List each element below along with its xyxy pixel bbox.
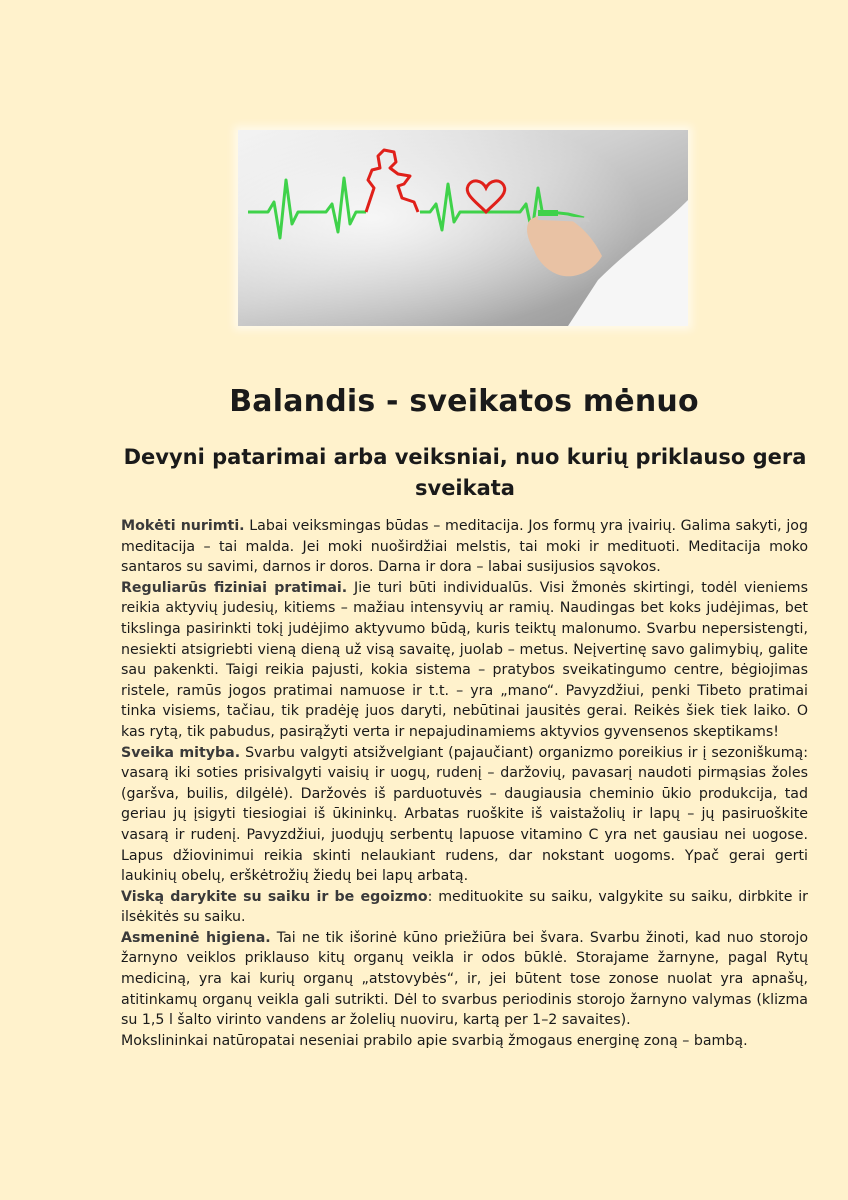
hero-image	[238, 130, 688, 326]
paragraph-pratimai	[121, 578, 808, 743]
paragraph-lead: Reguliarūs fiziniai pratimai.	[121, 579, 348, 596]
page-title: Balandis - sveikatos mėnuo	[229, 384, 699, 419]
paragraph-lead: Mokėti nurimti.	[121, 518, 245, 534]
paragraph-lead: Viską darykite su saiku ir be egoizmo	[121, 888, 428, 905]
paragraph-text: Mokslininkai natūropatai neseniai prabilo apie svarbią žmogaus energinę zoną – bambą.	[121, 1032, 748, 1049]
paragraph-text: : medituokite su saiku, valgykite su saiku, dirbkite ir ilsėkitės su saiku.	[121, 888, 808, 926]
paragraph-text: Jie turi būti individualūs. Visi žmonės skirtingi, todėl vieniems reikia aktyvių judesių, kitiems – mažiau intensyvių ar ramių. Naudingas bet koks judėjimas, bet tikslinga pasirinkti tokį judėjimo aktyvumo būdą, kuris teiktų malonumo. Svarbu nepersistengti, nesiekti atsigriebti vieną dieną už visą savaitę, juolab – metus. Neįvertinę savo galimybių, galite sau pakenkti. Taigi reikia pajusti, kokia sistema – pratybos sveikatingumo centre, bėgiojimas ristele, ramūs jogos pratimai namuose ir t.t. – yra „mano“. Pavyzdžiui, penki Tibeto pratimai tinka visiems, tačiau, tik pradėję juos daryti, nebūtinai jausitės gerai. Reikės šiek tiek laiko. O kas rytą, tik pabudus, pasirąžyti verta ir nepajudinamiems aktyvios gyvensenos skeptikams!	[121, 579, 808, 740]
article-body	[121, 516, 808, 1051]
ekg-heartbeat-hand-icon	[238, 130, 688, 326]
paragraph-mityba	[121, 743, 808, 887]
paragraph-text: Svarbu valgyti atsižvelgiant (pajaučiant) organizmo poreikius ir į sezoniškumą: vasarą iki soties prisivalgyti vaisių ir uogų, rudenį – daržovių, pavasarį naudoti pirmąsias žoles (garšva, builis, dilgėlė). Daržovės iš parduotuvės – daugiausia cheminio ūkio produkcija, tad geriau jų įsigyti tiesiogiai iš ūkininkų. Arbatas ruoškite iš vaistažolių ir lapų – jų pasiruoškite vasarą ir rudenį. Pavyzdžiui, juodųjų serbentų lapuose vitamino C yra net gausiau nei uogose. Lapus džiovinimui reikia skinti nelaukiant rudens, dar nokstant uogoms. Ypač gerai gerti laukinių obelų, erškėtrožių žiedų bei lapų arbatą.	[121, 744, 808, 885]
paragraph-higiena	[121, 928, 808, 1031]
paragraph-text: Labai veiksmingas būdas – meditacija. Jos formų yra įvairių. Galima sakyti, jog meditacija – tai malda. Jei moki nuoširdžiai melstis, tai moki ir medituoti. Meditacija moko santaros su savimi, darnos ir doros. Darna ir dora – labai susijusios sąvokos.	[121, 518, 808, 576]
paragraph-bamba	[121, 1031, 808, 1052]
page-subtitle: Devyni patarimai arba veiksniai, nuo kurių priklauso gera sveikata	[123, 445, 807, 500]
paragraph-nurimti	[121, 516, 808, 578]
paragraph-lead: Sveika mityba.	[121, 744, 241, 761]
paragraph-text: Tai ne tik išorinė kūno priežiūra bei švara. Svarbu žinoti, kad nuo storojo žarnyno veiklos priklauso kitų organų veikla ir odos būklė. Storajame žarnyne, pagal Rytų mediciną, yra kai kurių organų „atstovybės“, ir, jei būtent tose zonose nuolat yra apnašų, atitinkamų organų veikla gali sutrikti. Dėl to svarbus periodinis storojo žarnyno valymas (klizma su 1,5 l šalto virinto vandens ar žolelių nuoviru, kartą per 1–2 savaites).	[121, 929, 808, 1029]
paragraph-saikas	[121, 887, 808, 928]
paragraph-lead: Asmeninė higiena.	[121, 929, 271, 946]
